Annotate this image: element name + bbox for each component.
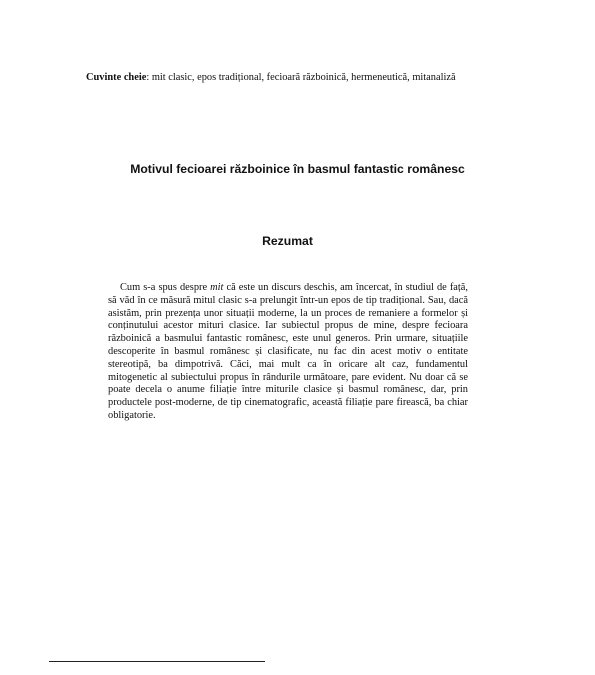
abstract-text-start: Cum s-a spus despre [120,282,211,293]
article-title: Motivul fecioarei războinice în basmul fantastic românesc [130,162,465,176]
abstract-text-rest: că este un discurs deschis, am încercat, în studiul de față, să văd în ce măsură mitul clasic s-a prelungit într-un epos de tip tradițional. Sau, dacă asistăm, prin prezența unor situații moderne, la un proces de remaniere a formelor și conținutului acestor mituri clasice. Iar subiectul propus de mine, despre fecioara războinică a basmului fantastic românesc, este unul generos. Prin urmare, situațiile descoperite în basmul românesc și clasificate, nu fac din acest motiv o entitate stereotipă, ba dimpotrivă. Căci, mai mult ca în oricare alt caz, fundamentul mitogenetic al subiectului propus în rândurile următoare, pare evident. Nu doar că se poate decela o anume filiație între miturile clasice și basmul românesc, dar, prin productele post-moderne, de tip cinematografic, această filiație pare firească, ba chiar obligatorie. [108,282,468,421]
footnote-separator [49,661,265,662]
abstract-paragraph [108,282,468,423]
keywords-line [86,71,526,85]
abstract-italic-word: mit [210,282,224,293]
keywords-label: Cuvinte cheie [86,72,147,83]
abstract-heading: Rezumat [262,234,313,248]
keywords-list: : mit clasic, epos tradițional, fecioară războinică, hermeneutică, mitanaliză [146,72,456,83]
